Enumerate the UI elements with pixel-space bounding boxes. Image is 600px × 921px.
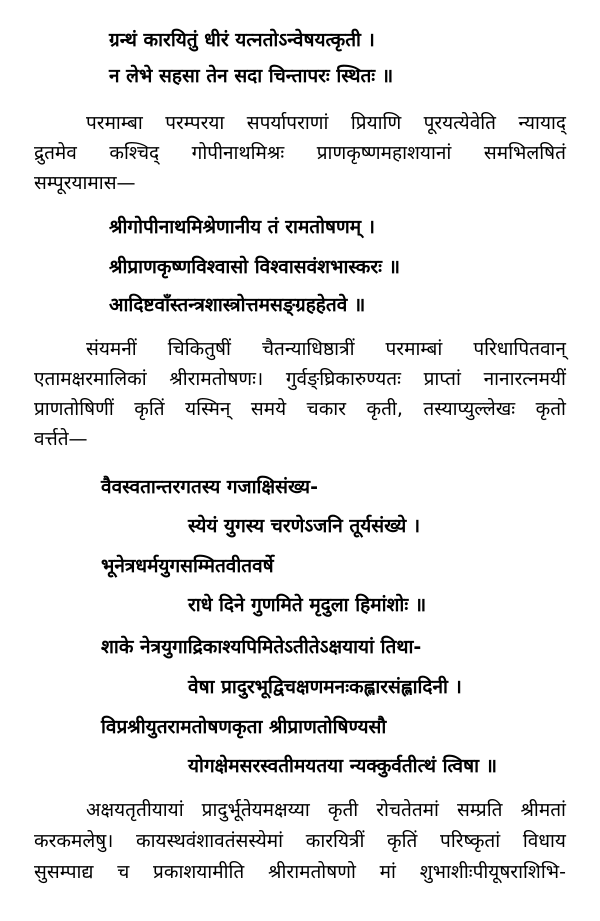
word: गोपीनाथमिश्रः: [191, 142, 285, 164]
word: कृती: [327, 799, 359, 821]
word: परमाम्बां: [385, 338, 443, 360]
verse-line: राधे दिने गुणमिते मृदुला हिमांशोः ॥: [188, 594, 427, 616]
word: परिधापितवान्: [473, 338, 566, 360]
verse-line: विप्रश्रीयुतरामतोषणकृता श्रीप्राणतोषिण्यसौ: [101, 716, 387, 738]
prose-line: [34, 366, 566, 392]
word: च: [117, 861, 130, 883]
verse-line: शाके नेत्रयुगाद्रिकाश्यपिमितेऽतीतेऽक्षयायां तिथा-: [101, 636, 422, 658]
word: परमाम्बा: [86, 112, 143, 134]
word: कृतिं: [134, 398, 165, 420]
word: चैतन्याधिष्ठात्रीं: [261, 338, 355, 360]
prose-line: [86, 797, 566, 823]
word: कृतो: [535, 398, 566, 420]
word: अक्षयतृतीयायां: [86, 799, 184, 821]
verse-line: श्रीगोपीनाथमिश्रेणानीय तं रामतोषणम् ।: [109, 216, 375, 238]
word: कारयित्रीं: [305, 830, 365, 852]
verse-line: वैवस्वतान्तरगतस्य गजाक्षिसंख्य-: [101, 476, 318, 498]
word: कश्चिद्: [109, 142, 160, 164]
word: शुभाशीःपीयूषराशिभि-: [419, 861, 566, 883]
verse-line: ग्रन्थं कारयितुं धीरं यत्नतोऽन्वेषयत्कृती ।: [109, 29, 375, 51]
verse-line: आदिष्टवाँस्तन्त्रशास्त्रोत्तमसङ्ग्रहहेतवे ॥: [109, 294, 366, 316]
word: एतामक्षरमालिकां: [34, 368, 147, 390]
word: चकार: [306, 398, 346, 420]
prose-line: [34, 859, 566, 885]
prose-line: [86, 336, 566, 362]
word: द्रुतमेव: [34, 142, 77, 164]
word: संयमनीं: [86, 338, 137, 360]
word: न्यायाद्: [518, 112, 566, 134]
prose-line: [34, 396, 566, 422]
word: करकमलेषु।: [34, 830, 114, 852]
word: प्रकाशयामीति: [153, 861, 245, 883]
prose-line: [34, 828, 566, 854]
word: कृतिं: [387, 830, 418, 852]
word: समभिलषितं: [483, 142, 566, 164]
word: परम्परया: [165, 112, 225, 134]
word: पूरयत्येवेति: [423, 112, 497, 134]
word: सपर्यापराणां: [246, 112, 329, 134]
word: सम्प्रति: [456, 799, 503, 821]
word: गुर्वङ्घ्रिकारुण्यतः: [285, 368, 401, 390]
word: कायस्थवंशावतंसस्येमां: [136, 830, 284, 852]
word: तस्याप्युल्लेखः: [423, 398, 516, 420]
word: नानारत्नमयीं: [483, 368, 566, 390]
word: सुसम्पाद्य: [34, 861, 94, 883]
verse-line: भूनेत्रधर्मयुगसम्मितवीतवर्षे: [101, 555, 274, 577]
word: प्राप्तां: [423, 368, 461, 390]
word: यस्मिन्: [185, 398, 231, 420]
prose-line: वर्त्तते—: [34, 428, 88, 450]
word: रोचतेतमां: [376, 799, 439, 821]
word: कृती,: [366, 398, 403, 420]
prose-line: [34, 140, 566, 166]
word: प्रादुर्भूतेयमक्षय्या: [201, 799, 310, 821]
verse-line: श्रीप्राणकृष्णविश्वासो विश्वासवंशभास्करः ॥: [109, 256, 400, 278]
word: श्रीरामतोषणः।: [169, 368, 264, 390]
prose-line: [86, 110, 566, 136]
verse-line: योगक्षेमसरस्वतीमयतया न्यक्कुर्वतीत्थं त्विषा ॥: [188, 755, 498, 777]
word: प्राणतोषिणीं: [34, 398, 114, 420]
word: प्रियाणि: [350, 112, 402, 134]
verse-line: स्येयं युगस्य चरणेऽजनि तूर्यसंख्ये ।: [188, 515, 421, 537]
word: प्राणकृष्णमहाशयानां: [316, 142, 452, 164]
word: समये: [250, 398, 287, 420]
word: परिष्कृतां: [440, 830, 501, 852]
word: श्रीरामतोषणो: [268, 861, 356, 883]
verse-line: न लेभे सहसा तेन सदा चिन्तापरः स्थितः ॥: [109, 65, 394, 87]
word: मां: [379, 861, 396, 883]
word: विधाय: [522, 830, 566, 852]
verse-line: वेषा प्रादुरभूद्विचक्षणमनःकह्लारसंह्लादिनी ।: [188, 676, 462, 698]
word: श्रीमतां: [520, 799, 566, 821]
word: चिकितुषीं: [167, 338, 231, 360]
prose-line: सम्पूरयामास—: [34, 172, 136, 194]
